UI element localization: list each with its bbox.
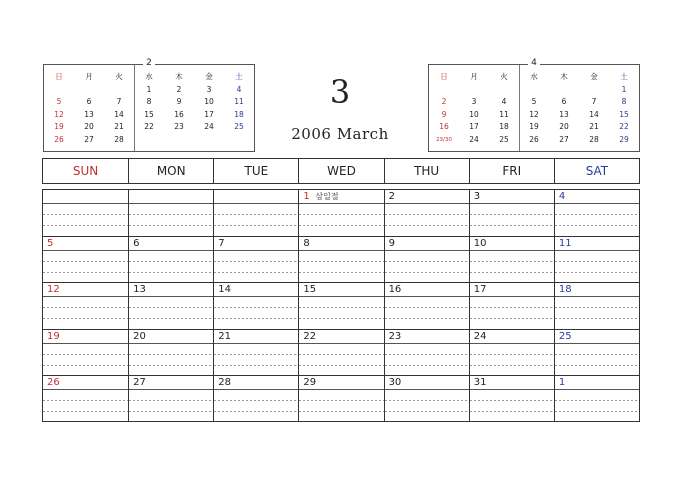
day-number: 19 xyxy=(47,330,60,342)
mini-day: 金 xyxy=(590,72,598,81)
mini-day: 木 xyxy=(175,72,183,81)
mini-day: 7 xyxy=(591,97,597,106)
mini-day xyxy=(134,134,164,147)
weekday-header xyxy=(42,158,640,184)
mini-day: 11 xyxy=(499,109,509,119)
mini-day: 10 xyxy=(204,97,214,106)
day-number: 18 xyxy=(558,284,572,296)
mini-divider xyxy=(134,65,135,151)
mini-day: 17 xyxy=(469,122,479,131)
mini-calendar-next xyxy=(428,58,640,152)
mini-day: 21 xyxy=(589,122,599,131)
mini-day: 22 xyxy=(619,122,629,131)
mini-day: 23/30 xyxy=(436,136,452,143)
day-number: 24 xyxy=(473,330,487,342)
day-number: 2 xyxy=(388,191,395,202)
day-cell[interactable] xyxy=(128,190,213,236)
mini-day xyxy=(459,84,489,97)
weekday-mon: MON xyxy=(128,159,213,183)
mini-day: 土 xyxy=(235,72,243,81)
day-cell[interactable] xyxy=(384,329,469,375)
mini-day: 24 xyxy=(204,122,214,131)
day-number: 30 xyxy=(388,376,402,388)
mini-day: 26 xyxy=(54,134,64,144)
day-cell[interactable] xyxy=(298,375,383,421)
day-number: 16 xyxy=(388,284,402,296)
month-number: 3 xyxy=(329,73,351,111)
mini-day: 21 xyxy=(114,122,124,131)
day-cell[interactable] xyxy=(43,282,128,328)
day-number: 5 xyxy=(47,238,54,250)
day-number: 28 xyxy=(218,376,232,388)
day-cell[interactable] xyxy=(128,375,213,421)
mini-day: 土 xyxy=(620,72,628,81)
day-cell[interactable] xyxy=(384,375,469,421)
day-number: 22 xyxy=(303,330,317,342)
mini-day: 27 xyxy=(84,134,94,144)
day-cell[interactable] xyxy=(43,329,128,375)
day-number: 17 xyxy=(473,284,487,296)
mini-day: 4 xyxy=(501,97,507,106)
mini-day: 日 xyxy=(55,72,63,81)
mini-day xyxy=(164,134,194,147)
mini-day: 水 xyxy=(530,72,538,81)
mini-next-grid xyxy=(429,71,639,146)
weekday-fri: FRI xyxy=(469,159,554,183)
mini-day: 8 xyxy=(146,97,152,106)
month-grid xyxy=(42,189,640,422)
day-cell[interactable] xyxy=(384,190,469,236)
mini-day: 7 xyxy=(116,97,122,106)
day-number: 25 xyxy=(558,330,572,342)
day-number: 14 xyxy=(218,284,232,296)
day-number: 6 xyxy=(133,238,140,250)
day-cell[interactable] xyxy=(298,190,383,236)
day-cell[interactable] xyxy=(554,282,639,328)
mini-prev-grid xyxy=(44,71,254,146)
day-number: 15 xyxy=(303,284,317,296)
weekday-tue: TUE xyxy=(213,159,298,183)
day-cell[interactable] xyxy=(43,190,128,236)
day-cell[interactable] xyxy=(298,282,383,328)
mini-day: 13 xyxy=(559,109,569,119)
day-number: 27 xyxy=(133,376,146,388)
mini-day: 日 xyxy=(440,72,448,81)
mini-day: 19 xyxy=(529,122,539,131)
mini-day xyxy=(194,134,224,147)
mini-day: 24 xyxy=(469,134,479,144)
weekday-sun: SUN xyxy=(72,164,99,178)
weekday-thu: THU xyxy=(384,159,469,183)
mini-day: 3 xyxy=(471,97,477,106)
day-cell[interactable] xyxy=(213,375,298,421)
day-cell[interactable] xyxy=(213,282,298,328)
mini-day xyxy=(429,84,459,97)
mini-day: 3 xyxy=(206,84,212,94)
mini-day xyxy=(44,84,74,97)
mini-day: 28 xyxy=(589,134,599,144)
day-number: 1 xyxy=(558,376,566,388)
mini-day: 木 xyxy=(560,72,568,81)
mini-day: 18 xyxy=(499,122,509,131)
day-cell[interactable] xyxy=(554,236,639,282)
day-cell[interactable] xyxy=(213,236,298,282)
day-cell[interactable] xyxy=(128,282,213,328)
mini-day: 6 xyxy=(561,97,567,106)
mini-day: 20 xyxy=(559,122,569,131)
day-cell[interactable] xyxy=(298,329,383,375)
mini-day: 11 xyxy=(234,97,244,106)
day-number: 23 xyxy=(388,330,402,342)
mini-day: 5 xyxy=(56,97,62,106)
mini-day: 6 xyxy=(86,97,92,106)
mini-day: 1 xyxy=(146,84,152,94)
mini-day: 16 xyxy=(439,122,449,131)
mini-day: 2 xyxy=(441,97,447,106)
mini-day: 14 xyxy=(589,109,599,119)
mini-day: 29 xyxy=(619,134,629,144)
mini-day: 15 xyxy=(144,109,154,119)
mini-day: 9 xyxy=(441,109,447,119)
mini-day: 27 xyxy=(559,134,569,144)
mini-day: 23 xyxy=(174,122,184,131)
weekday-sat: SAT xyxy=(554,159,639,183)
mini-day xyxy=(224,134,254,147)
day-number: 4 xyxy=(558,191,566,202)
mini-day: 25 xyxy=(499,134,509,144)
mini-day: 1 xyxy=(621,84,627,94)
mini-calendar-prev xyxy=(43,58,255,152)
day-number: 13 xyxy=(133,284,146,296)
day-number: 20 xyxy=(133,330,146,342)
day-number: 9 xyxy=(388,238,395,250)
day-cell[interactable] xyxy=(469,375,554,421)
mini-divider xyxy=(519,65,520,151)
mini-day: 20 xyxy=(84,122,94,131)
day-number: 11 xyxy=(558,238,572,250)
mini-day: 18 xyxy=(234,109,244,119)
day-number: 31 xyxy=(473,376,487,388)
day-cell[interactable] xyxy=(554,190,639,236)
mini-day: 26 xyxy=(529,134,539,144)
day-cell[interactable] xyxy=(469,282,554,328)
day-cell[interactable] xyxy=(469,190,554,236)
mini-day: 月 xyxy=(85,72,93,81)
holiday-label: 삼일절 xyxy=(315,192,339,201)
mini-day xyxy=(74,84,104,97)
mini-day xyxy=(579,84,609,97)
mini-day: 15 xyxy=(619,109,629,119)
mini-day: 16 xyxy=(174,109,184,119)
day-number: 21 xyxy=(218,330,232,342)
mini-day: 火 xyxy=(115,72,123,81)
mini-day: 12 xyxy=(529,109,539,119)
mini-day: 4 xyxy=(236,84,242,94)
mini-day: 17 xyxy=(204,109,214,119)
weekday-wed: WED xyxy=(298,159,383,183)
day-number: 3 xyxy=(473,191,481,202)
mini-day: 10 xyxy=(469,109,479,119)
mini-day: 19 xyxy=(54,122,64,131)
day-cell[interactable] xyxy=(554,375,639,421)
day-cell[interactable] xyxy=(298,236,383,282)
day-number: 26 xyxy=(47,376,60,388)
mini-day xyxy=(104,84,134,97)
day-cell[interactable] xyxy=(213,190,298,236)
day-number: 12 xyxy=(47,284,60,296)
mini-day: 13 xyxy=(84,109,94,119)
day-cell[interactable] xyxy=(384,236,469,282)
year-month-title: 2006 March xyxy=(291,125,389,143)
day-number: 10 xyxy=(473,238,487,250)
mini-day xyxy=(549,84,579,97)
day-cell[interactable] xyxy=(469,329,554,375)
day-cell[interactable] xyxy=(128,236,213,282)
mini-prev-month-label: 2 xyxy=(143,58,155,68)
mini-day: 水 xyxy=(145,72,153,81)
mini-day: 22 xyxy=(144,122,154,131)
day-number: 29 xyxy=(303,376,317,388)
day-cell[interactable] xyxy=(128,329,213,375)
mini-day: 月 xyxy=(470,72,478,81)
day-cell[interactable] xyxy=(469,236,554,282)
day-cell[interactable] xyxy=(43,236,128,282)
mini-day xyxy=(519,84,549,97)
mini-day: 金 xyxy=(205,72,213,81)
mini-day: 25 xyxy=(234,122,244,131)
mini-next-month-label: 4 xyxy=(528,58,540,68)
mini-day: 28 xyxy=(114,134,124,144)
mini-day: 14 xyxy=(114,109,124,119)
mini-day xyxy=(489,84,519,97)
day-cell[interactable] xyxy=(213,329,298,375)
mini-day: 2 xyxy=(176,84,182,94)
day-cell[interactable] xyxy=(554,329,639,375)
mini-day: 8 xyxy=(621,97,627,106)
mini-day: 12 xyxy=(54,109,64,119)
day-number: 8 xyxy=(303,238,310,250)
mini-day: 5 xyxy=(531,97,537,106)
mini-day: 火 xyxy=(500,72,508,81)
day-cell[interactable] xyxy=(43,375,128,421)
day-cell[interactable] xyxy=(384,282,469,328)
day-number: 1 xyxy=(303,191,310,202)
day-number: 7 xyxy=(218,238,225,250)
mini-day: 9 xyxy=(176,97,182,106)
